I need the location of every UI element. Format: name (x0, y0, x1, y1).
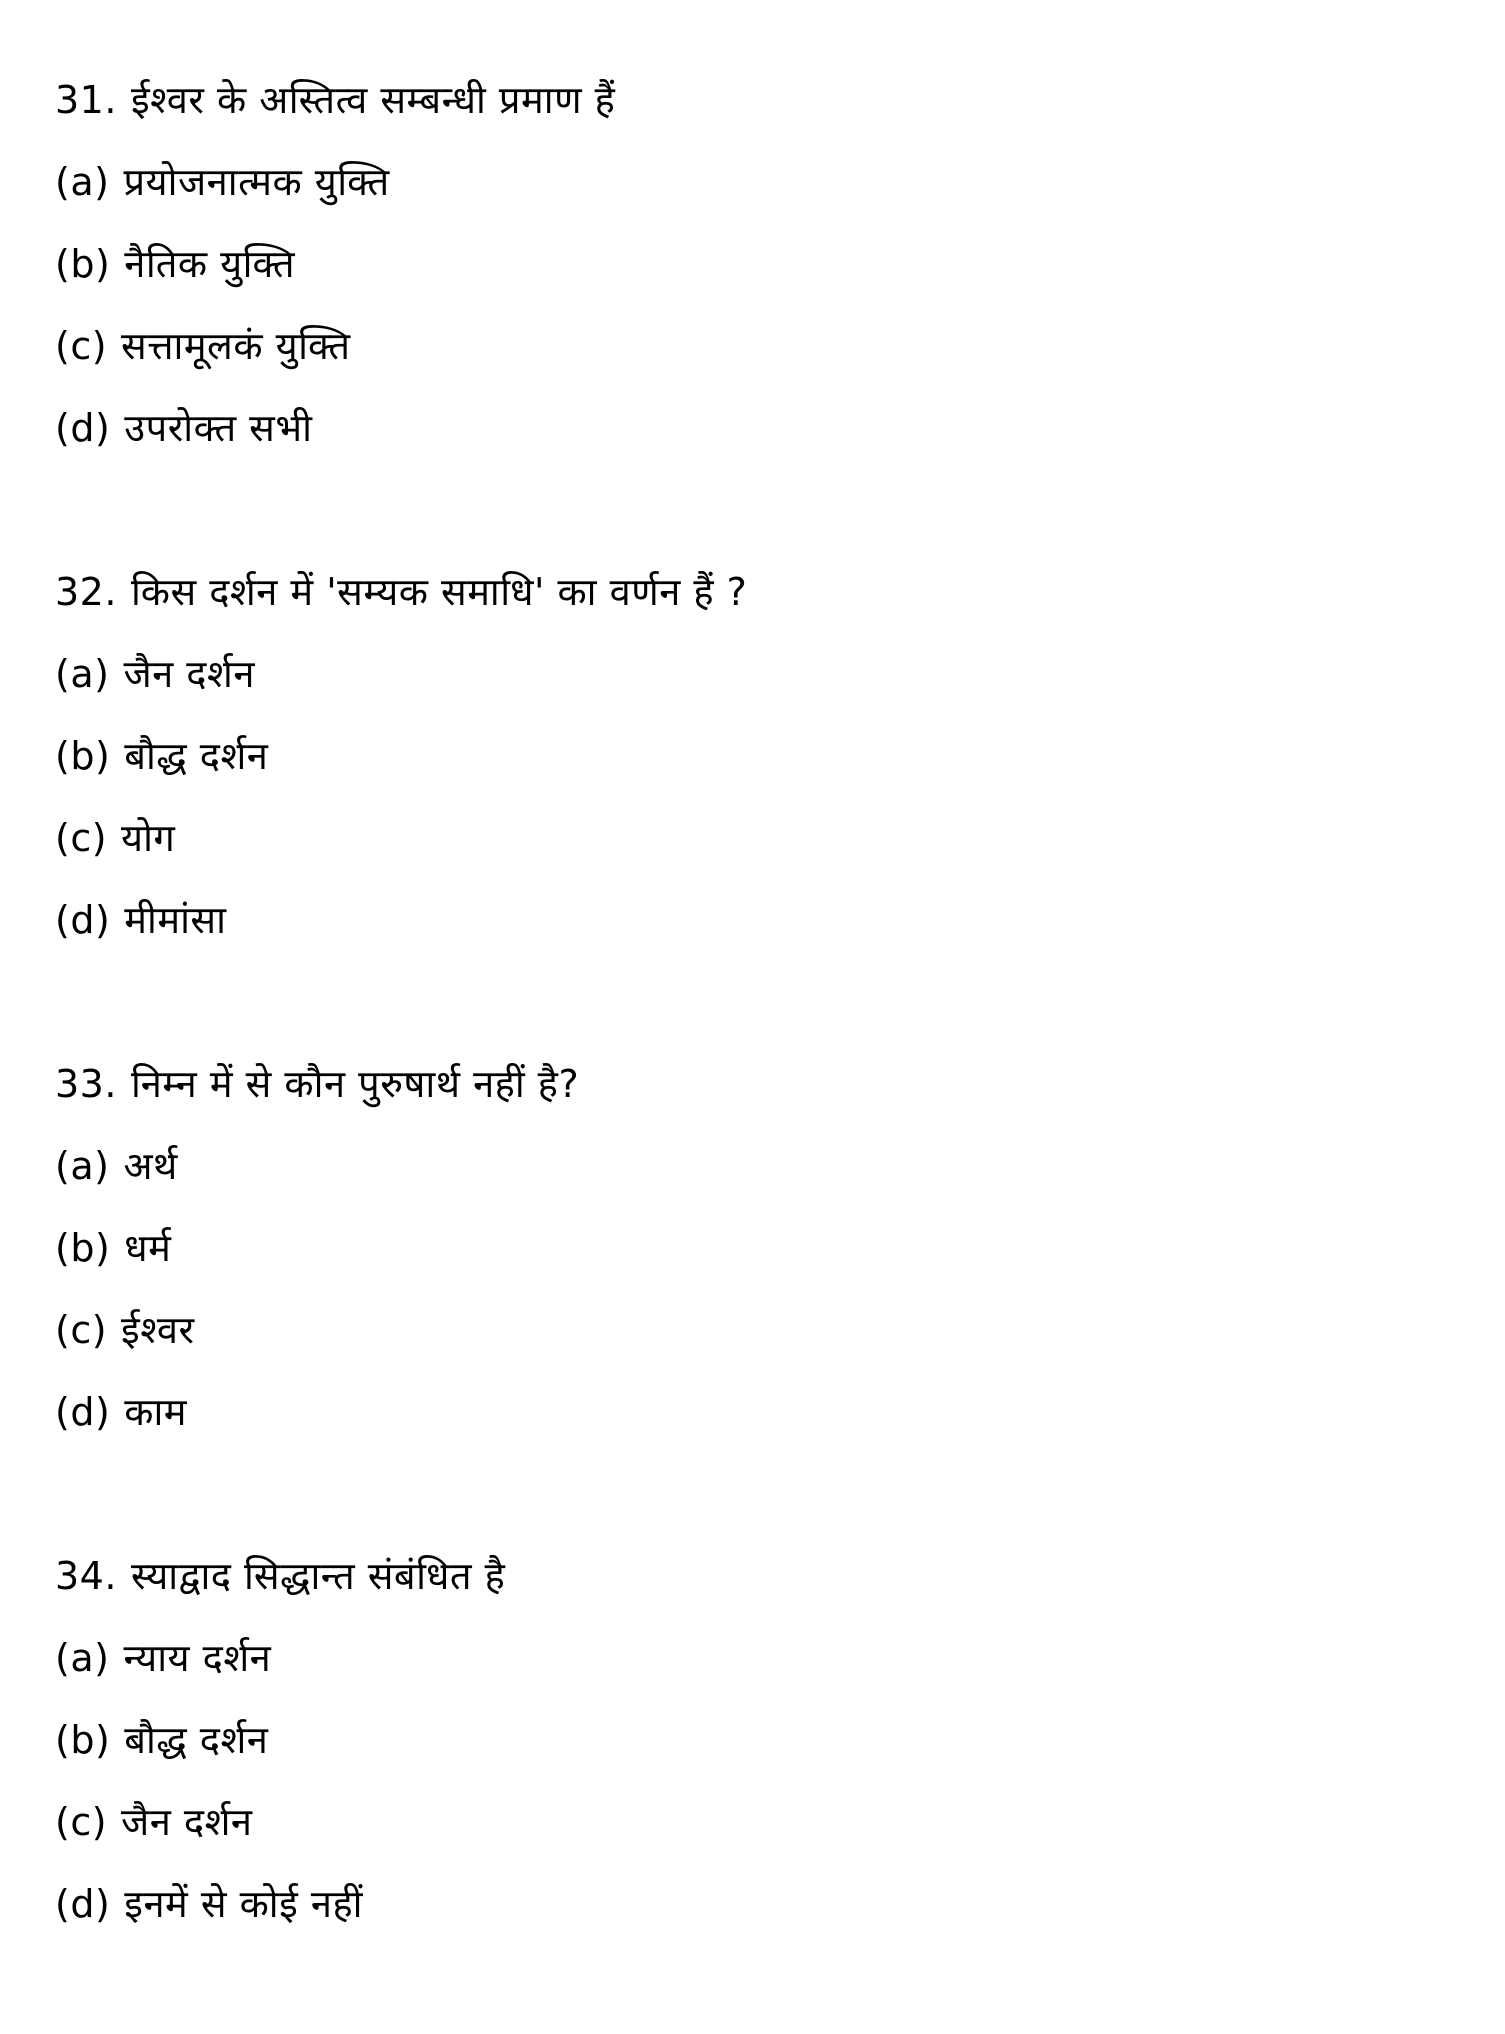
question-34-option-b (55, 1715, 268, 1765)
question-number: 31. (55, 78, 117, 122)
question-31-option-b (55, 239, 295, 289)
option-text: जैन दर्शन (123, 652, 255, 696)
option-text: न्याय दर्शन (123, 1636, 272, 1680)
question-31-option-a (55, 157, 390, 207)
question-text: स्याद्वाद सिद्धान्त संबंधित है (130, 1554, 506, 1598)
question-text: ईश्वर के अस्तित्व सम्बन्धी प्रमाण हैं (130, 78, 616, 122)
question-34-option-a (55, 1633, 271, 1683)
question-number: 32. (55, 570, 117, 614)
option-label: (b) (55, 1718, 111, 1762)
question-32-option-d (55, 895, 226, 945)
option-text: धर्म (124, 1226, 172, 1270)
question-33-option-a (55, 1141, 178, 1191)
option-text: प्रयोजनात्मक युक्ति (123, 160, 390, 204)
question-33-stem (55, 1059, 579, 1109)
option-text: बौद्ध दर्शन (124, 734, 269, 778)
option-label: (d) (55, 898, 111, 942)
option-label: (c) (55, 1800, 108, 1844)
option-label: (c) (55, 1308, 108, 1352)
option-label: (a) (55, 160, 110, 204)
question-text: निम्न में से कौन पुरुषार्थ नहीं है? (130, 1062, 580, 1106)
question-31-option-d (55, 403, 312, 453)
option-text: बौद्ध दर्शन (124, 1718, 269, 1762)
option-label: (b) (55, 734, 111, 778)
question-32-option-b (55, 731, 268, 781)
option-label: (a) (55, 652, 110, 696)
question-text: किस दर्शन में 'सम्यक समाधि' का वर्णन हैं ? (130, 570, 748, 614)
question-32-option-a (55, 649, 255, 699)
question-34-option-c (55, 1797, 253, 1847)
option-text: योग (121, 816, 176, 860)
option-label: (a) (55, 1636, 110, 1680)
question-32-stem (55, 567, 747, 617)
option-text: अर्थ (123, 1144, 178, 1188)
option-label: (b) (55, 242, 111, 286)
question-number: 34. (55, 1554, 117, 1598)
option-text: सत्तामूलकं युक्ति (121, 324, 351, 368)
question-34-option-d (55, 1879, 363, 1929)
question-31-stem (55, 75, 615, 125)
question-32-option-c (55, 813, 175, 863)
option-label: (d) (55, 406, 111, 450)
question-33-option-d (55, 1387, 187, 1437)
option-label: (c) (55, 324, 108, 368)
question-34-stem (55, 1551, 505, 1601)
question-33-option-b (55, 1223, 171, 1273)
option-label: (a) (55, 1144, 110, 1188)
option-text: काम (124, 1390, 188, 1434)
option-text: ईश्वर (121, 1308, 195, 1352)
option-text: नैतिक युक्ति (124, 242, 296, 286)
option-text: उपरोक्त सभी (124, 406, 313, 450)
option-text: मीमांसा (124, 898, 227, 942)
option-label: (b) (55, 1226, 111, 1270)
option-text: इनमें से कोई नहीं (124, 1882, 363, 1926)
question-31-option-c (55, 321, 351, 371)
option-label: (d) (55, 1882, 111, 1926)
option-text: जैन दर्शन (121, 1800, 253, 1844)
option-label: (c) (55, 816, 108, 860)
question-number: 33. (55, 1062, 117, 1106)
option-label: (d) (55, 1390, 111, 1434)
question-33-option-c (55, 1305, 195, 1355)
